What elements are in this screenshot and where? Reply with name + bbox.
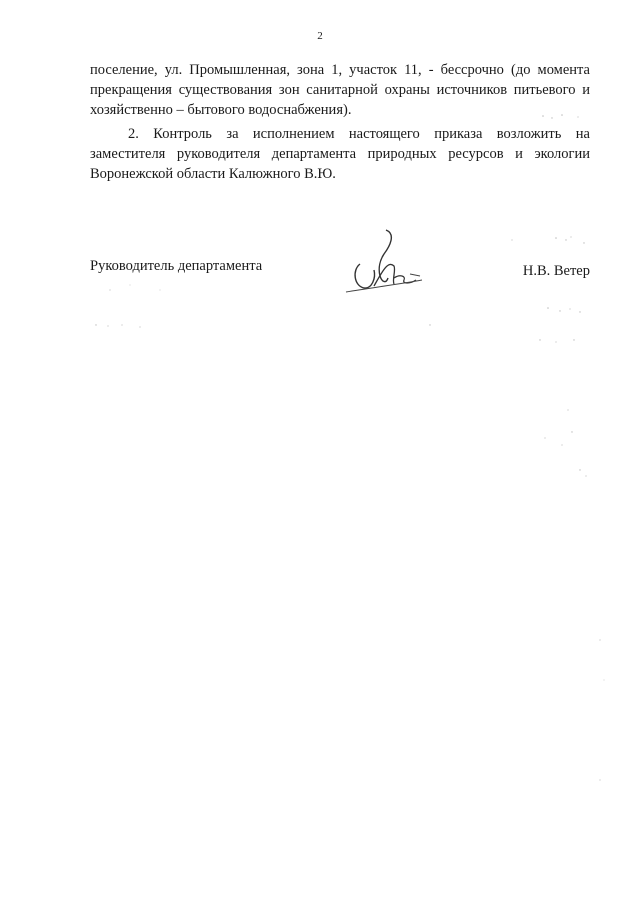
signatory-title: Руководитель департамента [90,258,263,274]
paragraph-2-line: Воронежской области Калюжного В.Ю. [90,166,336,182]
page-number: 2 [317,30,323,42]
paragraph-2 [90,124,590,184]
paragraph-2-line: заместителя руководителя департамента природных ресурсов и экологии [90,146,590,162]
handwritten-signature [330,226,430,296]
signature-block [90,258,590,308]
paragraph-1-line: хозяйственно – бытового водоснабжения). [90,102,352,118]
paragraph-2-line: 2. Контроль за исполнением настоящего приказа возложить на [128,126,590,142]
paragraph-1-line: прекращения существования зон санитарной охраны источников питьевого и [90,82,590,98]
signatory-name: Н.В. Ветер [522,263,590,279]
paragraph-1-line: поселение, ул. Промышленная, зона 1, участок 11, - бессрочно (до момента [90,62,590,78]
paragraph-1 [90,60,590,120]
